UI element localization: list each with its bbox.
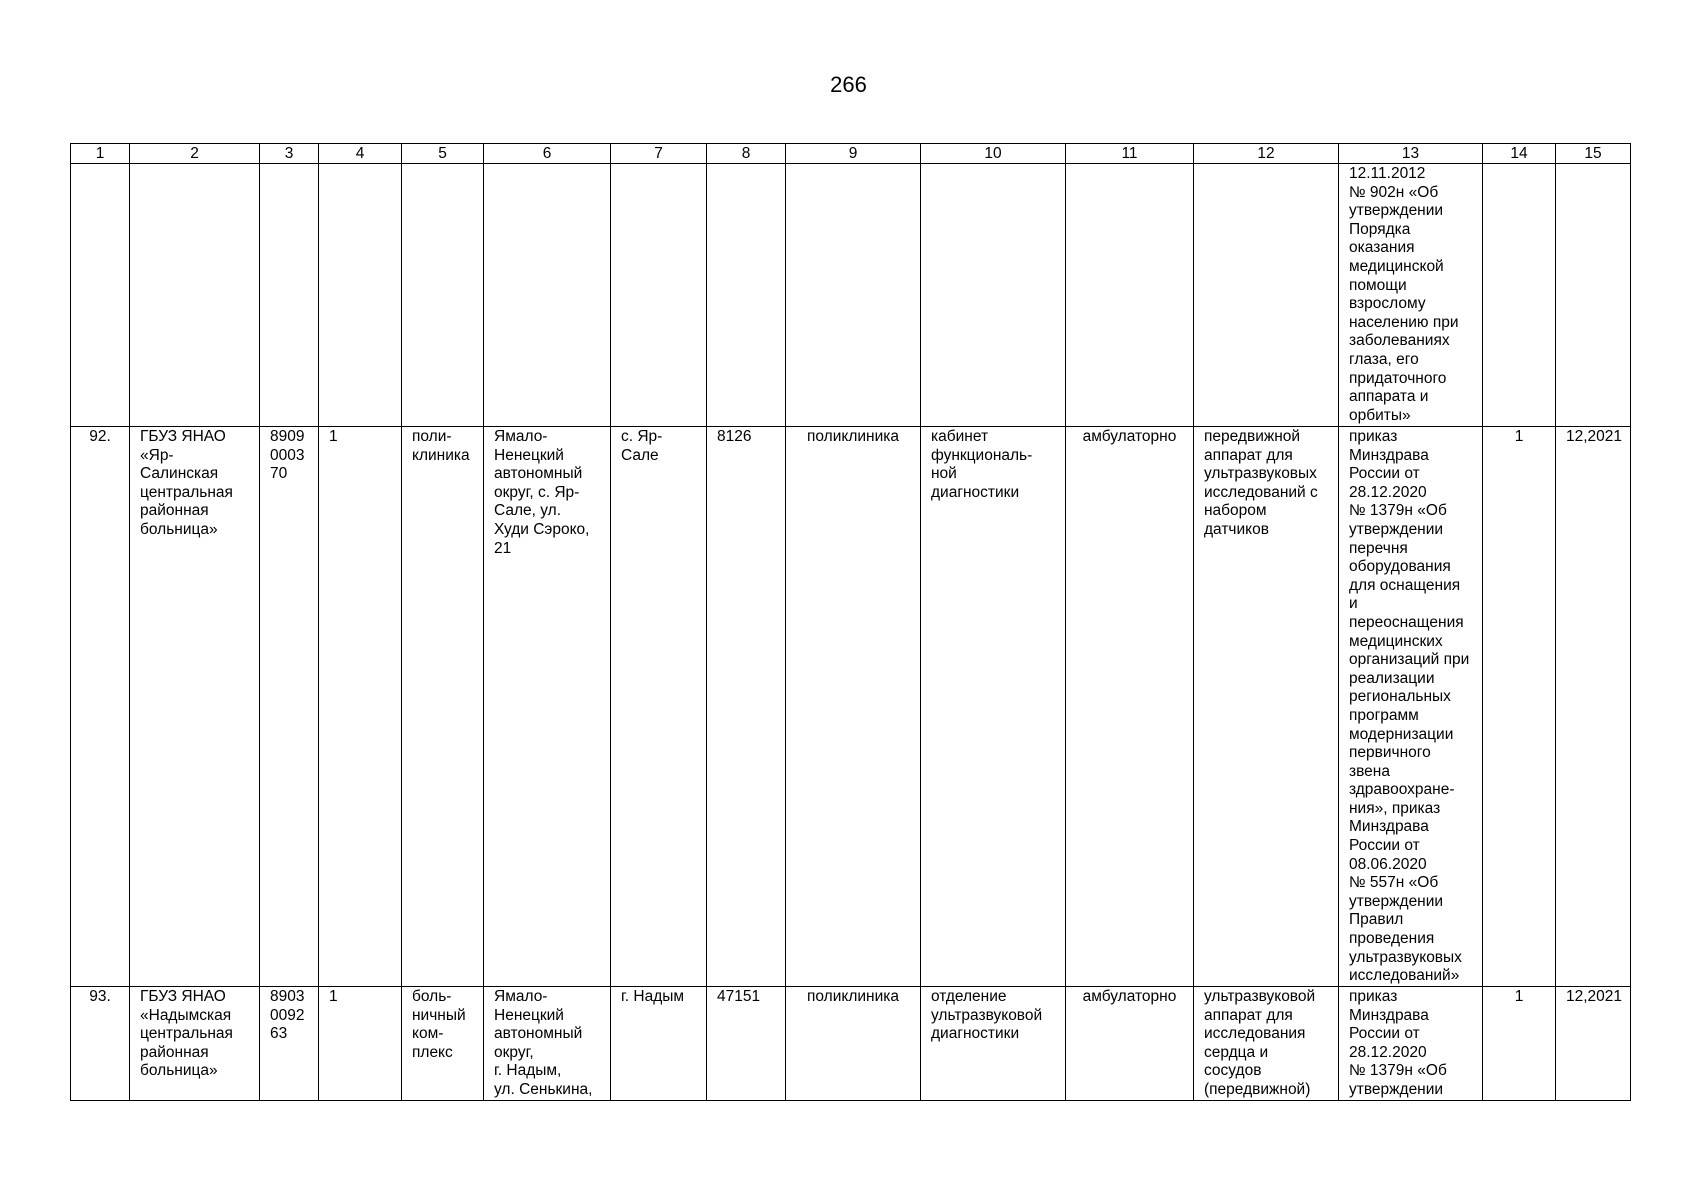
table-cell [71, 164, 130, 427]
column-number: 7 [611, 144, 707, 164]
inn-cell: 8909 0003 70 [260, 427, 319, 987]
organization-name-cell: ГБУЗ ЯНАО «Яр-Салинская центральная районная больница» [130, 427, 260, 987]
table-cell [707, 164, 786, 427]
legal-basis-cell: 12.11.2012 № 902н «Об утверждении Порядка оказания медицинской помощи взрослому населению при заболеваниях глаза, его придаточного аппарата и орбиты» [1339, 164, 1483, 427]
date-cell: 12,2021 [1556, 427, 1631, 987]
table-cell [402, 164, 484, 427]
table-cell [1556, 164, 1631, 427]
table-cell [921, 164, 1066, 427]
column-number: 9 [786, 144, 921, 164]
column-number: 8 [707, 144, 786, 164]
table-cell [319, 164, 402, 427]
column-number: 1 [71, 144, 130, 164]
equipment-table [70, 143, 1631, 1101]
address-cell: Ямало-Ненецкий автономный округ, г. Надым, ул. Сенькина, [484, 987, 611, 1101]
care-conditions-cell: амбулаторно [1066, 987, 1194, 1101]
table-cell: 1 [319, 987, 402, 1101]
locality-cell: с. Яр- Сале [611, 427, 707, 987]
equipment-cell: передвижной аппарат для ультразвуковых исследований с набором датчиков [1194, 427, 1339, 987]
population-cell: 8126 [707, 427, 786, 987]
column-number: 12 [1194, 144, 1339, 164]
quantity-cell: 1 [1483, 987, 1556, 1101]
address-cell: Ямало-Ненецкий автономный округ, с. Яр-Сале, ул. Худи Сэроко, 21 [484, 427, 611, 987]
table-cell [130, 164, 260, 427]
locality-cell: г. Надым [611, 987, 707, 1101]
facility-type-cell: поли- клиника [402, 427, 484, 987]
unit-cell: поликлиника [786, 427, 921, 987]
equipment-cell: ультразвуковой аппарат для исследования сердца и сосудов (передвижной) [1194, 987, 1339, 1101]
inn-cell: 8903 0092 63 [260, 987, 319, 1101]
quantity-cell: 1 [1483, 427, 1556, 987]
row-number-cell: 93. [71, 987, 130, 1101]
population-cell: 47151 [707, 987, 786, 1101]
row-number-cell: 92. [71, 427, 130, 987]
column-number: 15 [1556, 144, 1631, 164]
legal-basis-cell: приказ Минздрава России от 28.12.2020 № 1379н «Об утверждении перечня оборудования для оснащения и переоснащения медицинских организаций при реализации региональных программ модернизации первичного звена здравоохране- ния», приказ Минздрава России от 08.06.2020 № 557н «Об утверждении Правил проведения ультразвуковых исследований» [1339, 427, 1483, 987]
table-cell [1194, 164, 1339, 427]
column-number: 13 [1339, 144, 1483, 164]
table-cell [260, 164, 319, 427]
column-number: 3 [260, 144, 319, 164]
department-cell: кабинет функциональ- ной диагностики [921, 427, 1066, 987]
column-number: 4 [319, 144, 402, 164]
column-number: 10 [921, 144, 1066, 164]
table-cell: 1 [319, 427, 402, 987]
column-number: 2 [130, 144, 260, 164]
department-cell: отделение ультразвуковой диагностики [921, 987, 1066, 1101]
column-number-row [71, 144, 1631, 164]
table-row-continued [71, 164, 1631, 427]
column-number: 6 [484, 144, 611, 164]
organization-name-cell: ГБУЗ ЯНАО «Надымская центральная районная больница» [130, 987, 260, 1101]
table-cell [1066, 164, 1194, 427]
date-cell: 12,2021 [1556, 987, 1631, 1101]
table-cell [484, 164, 611, 427]
unit-cell: поликлиника [786, 987, 921, 1101]
table-cell [1483, 164, 1556, 427]
column-number: 14 [1483, 144, 1556, 164]
facility-type-cell: боль- ничный ком- плекс [402, 987, 484, 1101]
table-cell [786, 164, 921, 427]
column-number: 5 [402, 144, 484, 164]
table-row-93 [71, 987, 1631, 1101]
table-cell [611, 164, 707, 427]
legal-basis-cell: приказ Минздрава России от 28.12.2020 № 1379н «Об утверждении [1339, 987, 1483, 1101]
table-row-92 [71, 427, 1631, 987]
care-conditions-cell: амбулаторно [1066, 427, 1194, 987]
column-number: 11 [1066, 144, 1194, 164]
page-number: 266 [830, 72, 867, 97]
